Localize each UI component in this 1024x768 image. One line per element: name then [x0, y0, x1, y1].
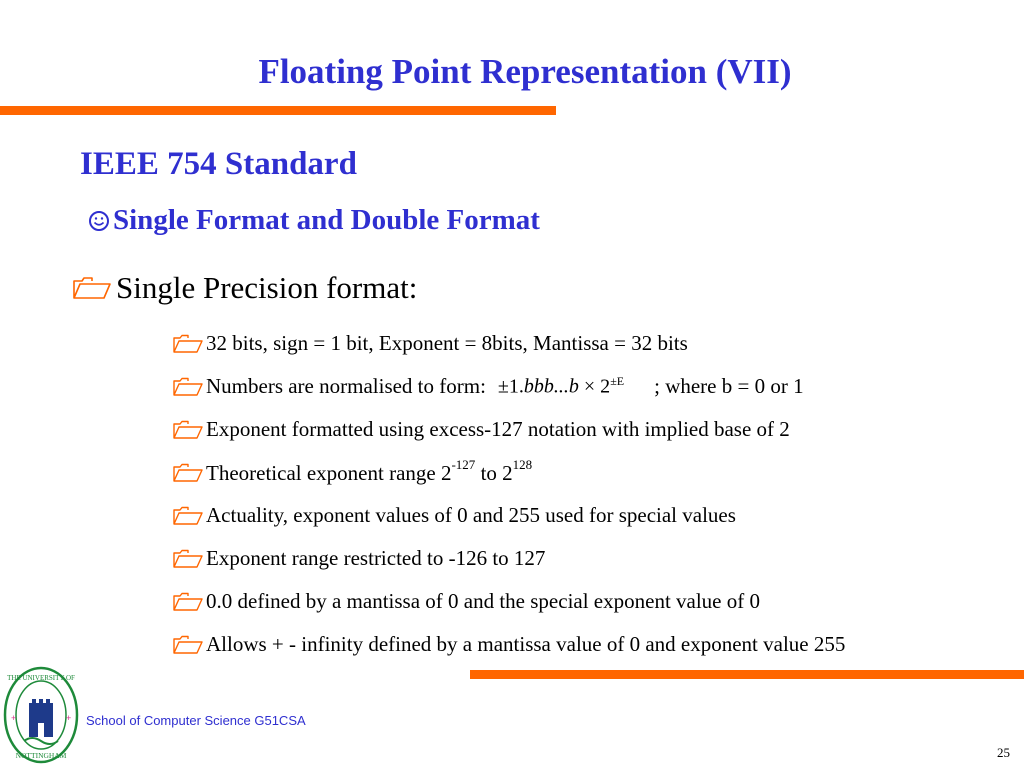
list-item — [172, 623, 845, 666]
section-heading: IEEE 754 Standard — [80, 146, 357, 182]
folder-icon — [72, 276, 112, 300]
list-item — [172, 365, 845, 408]
subheading-text: Single Format and Double Format — [113, 204, 540, 236]
folder-icon — [172, 377, 204, 397]
footer-text: School of Computer Science G51CSA — [86, 713, 306, 728]
level1-text: Single Precision format: — [116, 270, 418, 305]
smiley-icon — [88, 210, 110, 232]
normalised-form-formula: $\pm 1.bbb...b \times 2^{\pm E}$ — [497, 374, 625, 398]
bullet-list — [172, 322, 845, 666]
list-item — [172, 408, 845, 451]
bullet-text: 32 bits, sign = 1 bit, Exponent = 8bits, Mantissa = 32 bits — [206, 331, 688, 355]
bottom-divider — [470, 670, 1024, 679]
top-divider — [0, 106, 556, 115]
level1-item — [72, 270, 417, 306]
folder-icon — [172, 592, 204, 612]
folder-icon — [172, 420, 204, 440]
bullet-text: Actuality, exponent values of 0 and 255 used for special values — [206, 503, 736, 527]
svg-text:+: + — [11, 713, 17, 723]
svg-text:THE UNIVERSITY OF: THE UNIVERSITY OF — [7, 674, 75, 682]
list-item — [172, 322, 845, 365]
subheading — [88, 204, 540, 237]
university-seal-logo — [2, 665, 80, 766]
folder-icon — [172, 635, 204, 655]
bullet-text: Theoretical exponent range $2^{-127}$ to $2^{128}$ — [206, 456, 533, 485]
folder-icon — [172, 506, 204, 526]
list-item — [172, 494, 845, 537]
page-number: 25 — [997, 745, 1010, 760]
bullet-text: 0.0 defined by a mantissa of 0 and the special exponent value of 0 — [206, 589, 760, 613]
list-item — [172, 580, 845, 623]
folder-icon — [172, 549, 204, 569]
bullet-text: Exponent range restricted to -126 to 127 — [206, 546, 546, 570]
bullet-text: Exponent formatted using excess-127 notation with implied base of 2 — [206, 417, 790, 441]
svg-text:+: + — [66, 713, 72, 723]
folder-icon — [172, 463, 204, 483]
list-item — [172, 451, 845, 494]
bullet-text: Numbers are normalised to form: — [206, 374, 486, 398]
svg-text:NOTTINGHAM: NOTTINGHAM — [15, 751, 67, 760]
folder-icon — [172, 334, 204, 354]
list-item — [172, 537, 845, 580]
slide-title: Floating Point Representation (VII) — [258, 52, 792, 91]
bullet-text: Allows + - infinity defined by a mantissa value of 0 and exponent value 255 — [206, 632, 846, 656]
bullet-text-after: ; where b = 0 or 1 — [654, 374, 804, 398]
